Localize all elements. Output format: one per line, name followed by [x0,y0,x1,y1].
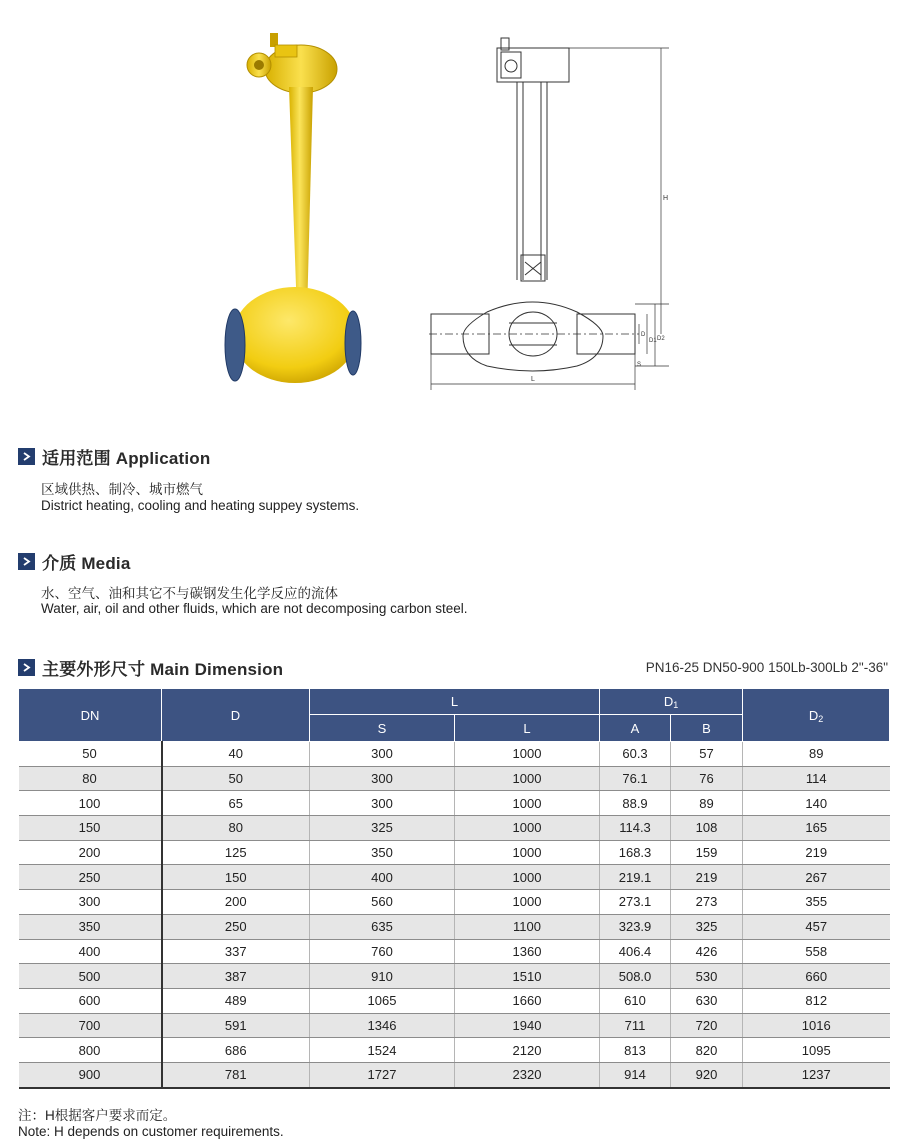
cell-d1-a: 114.3 [600,816,671,841]
cell-dn: 900 [19,1062,162,1087]
cell-d1-a: 813 [600,1038,671,1063]
table-row [19,816,890,841]
cell-dn: 500 [19,964,162,989]
cell-d1-b: 920 [671,1062,743,1087]
cell-d: 65 [162,791,310,816]
table-row [19,1038,890,1063]
cell-d2: 89 [743,742,890,767]
cell-d: 80 [162,816,310,841]
application-heading [18,444,210,469]
cell-d2: 140 [743,791,890,816]
cell-d1-a: 323.9 [600,914,671,939]
cell-d1-b: 530 [671,964,743,989]
cell-d2: 457 [743,914,890,939]
header-d1-main: D [663,694,674,709]
cell-d2: 267 [743,865,890,890]
header-l: L [455,715,600,742]
cell-dn: 300 [19,890,162,915]
header-d2-main: D [808,707,819,723]
dimension-table [18,688,890,1089]
cell-d: 686 [162,1038,310,1063]
media-title: 介质 Media [42,554,131,573]
cell-l: 1000 [455,742,600,767]
cell-l: 1000 [455,865,600,890]
cell-d2: 1016 [743,1013,890,1038]
cell-dn: 80 [19,766,162,791]
dimension-heading [18,655,283,680]
cell-l: 2320 [455,1062,600,1087]
table-row [19,964,890,989]
cell-d1-a: 168.3 [600,840,671,865]
cell-d2: 1237 [743,1062,890,1087]
cell-dn: 700 [19,1013,162,1038]
table-row [19,766,890,791]
header-d: D [162,689,310,742]
cell-l: 1000 [455,791,600,816]
cell-d2: 660 [743,964,890,989]
cell-s: 635 [310,914,455,939]
cell-d1-b: 159 [671,840,743,865]
cell-d: 50 [162,766,310,791]
cell-l: 1000 [455,840,600,865]
cell-s: 560 [310,890,455,915]
header-d2-sub: 2 [818,713,824,724]
application-text-cn: 区域供热、制冷、城市燃气 [41,482,203,497]
cell-s: 400 [310,865,455,890]
dim-label-s: S [637,362,642,368]
dimension-table-body [19,742,890,1088]
header-d2 [743,689,890,742]
cell-d1-a: 508.0 [600,964,671,989]
pressure-size-spec: PN16-25 DN50-900 150Lb-300Lb 2"-36" [645,660,888,675]
chevron-right-icon [18,448,35,465]
application-text-en: District heating, cooling and heating suppey systems. [41,498,360,513]
table-row [19,791,890,816]
dim-label-d2: D2 [657,336,665,342]
cell-d: 40 [162,742,310,767]
cell-d1-b: 720 [671,1013,743,1038]
cell-s: 1065 [310,988,455,1013]
cell-dn: 200 [19,840,162,865]
cell-d1-b: 426 [671,939,743,964]
cell-l: 1000 [455,816,600,841]
cell-d1-a: 711 [600,1013,671,1038]
cell-l: 1000 [455,766,600,791]
header-dn: DN [19,689,162,742]
cell-d1-a: 406.4 [600,939,671,964]
cell-s: 325 [310,816,455,841]
cell-dn: 600 [19,988,162,1013]
header-d1-group [600,689,743,715]
chevron-right-icon [18,659,35,676]
cell-d: 489 [162,988,310,1013]
cell-d2: 355 [743,890,890,915]
cell-dn: 100 [19,791,162,816]
table-row [19,1062,890,1087]
cell-s: 760 [310,939,455,964]
cell-d1-a: 60.3 [600,742,671,767]
table-row [19,742,890,767]
cell-s: 910 [310,964,455,989]
cell-d2: 114 [743,766,890,791]
valve-dimension-drawing [425,30,675,400]
cell-s: 300 [310,766,455,791]
cell-d2: 558 [743,939,890,964]
cell-d2: 1095 [743,1038,890,1063]
cell-d1-a: 88.9 [600,791,671,816]
note-cn: 注：H根据客户要求而定。 [18,1108,177,1123]
cell-d1-b: 820 [671,1038,743,1063]
dim-label-l: L [531,376,535,383]
cell-s: 1727 [310,1062,455,1087]
application-title: 适用范围 Application [42,449,211,468]
cell-l: 1660 [455,988,600,1013]
cell-d: 150 [162,865,310,890]
table-row [19,840,890,865]
table-row [19,988,890,1013]
media-text-en: Water, air, oil and other fluids, which are not decomposing carbon steel. [41,601,468,616]
cell-s: 350 [310,840,455,865]
cell-dn: 800 [19,1038,162,1063]
cell-dn: 50 [19,742,162,767]
cell-s: 300 [310,791,455,816]
cell-s: 1346 [310,1013,455,1038]
cell-d2: 165 [743,816,890,841]
cell-d2: 812 [743,988,890,1013]
cell-d1-a: 76.1 [600,766,671,791]
media-heading [18,549,131,574]
cell-d: 781 [162,1062,310,1087]
table-row [19,865,890,890]
cell-dn: 150 [19,816,162,841]
cell-d: 125 [162,840,310,865]
valve-photo [215,25,375,395]
cell-l: 1360 [455,939,600,964]
cell-d: 387 [162,964,310,989]
cell-d1-a: 610 [600,988,671,1013]
cell-d1-b: 89 [671,791,743,816]
table-row [19,939,890,964]
header-s: S [310,715,455,742]
dim-label-h: H [663,195,669,202]
cell-d1-b: 57 [671,742,743,767]
cell-d: 200 [162,890,310,915]
media-text-cn: 水、空气、油和其它不与碳钢发生化学反应的流体 [41,586,338,601]
cell-d1-b: 273 [671,890,743,915]
header-a: A [600,715,671,742]
cell-l: 1940 [455,1013,600,1038]
header-b: B [671,715,743,742]
cell-d1-a: 273.1 [600,890,671,915]
cell-dn: 350 [19,914,162,939]
header-d1-sub: 1 [673,700,679,710]
cell-d1-a: 914 [600,1062,671,1087]
cell-l: 1510 [455,964,600,989]
cell-d2: 219 [743,840,890,865]
cell-d: 250 [162,914,310,939]
dim-label-d: D [641,332,646,338]
cell-dn: 250 [19,865,162,890]
dimension-title: 主要外形尺寸 Main Dimension [42,660,284,679]
cell-d1-b: 219 [671,865,743,890]
cell-d1-a: 219.1 [600,865,671,890]
cell-d1-b: 325 [671,914,743,939]
cell-dn: 400 [19,939,162,964]
table-row [19,890,890,915]
chevron-right-icon [18,553,35,570]
cell-s: 300 [310,742,455,767]
note-en: Note: H depends on customer requirements. [18,1124,284,1139]
cell-l: 1000 [455,890,600,915]
table-row [19,1013,890,1038]
table-row [19,914,890,939]
dim-label-d1: D1 [649,338,657,344]
header-l-group: L [310,689,600,715]
cell-d1-b: 108 [671,816,743,841]
cell-d1-b: 630 [671,988,743,1013]
cell-l: 2120 [455,1038,600,1063]
cell-d1-b: 76 [671,766,743,791]
cell-s: 1524 [310,1038,455,1063]
cell-d: 337 [162,939,310,964]
cell-l: 1100 [455,914,600,939]
cell-d: 591 [162,1013,310,1038]
